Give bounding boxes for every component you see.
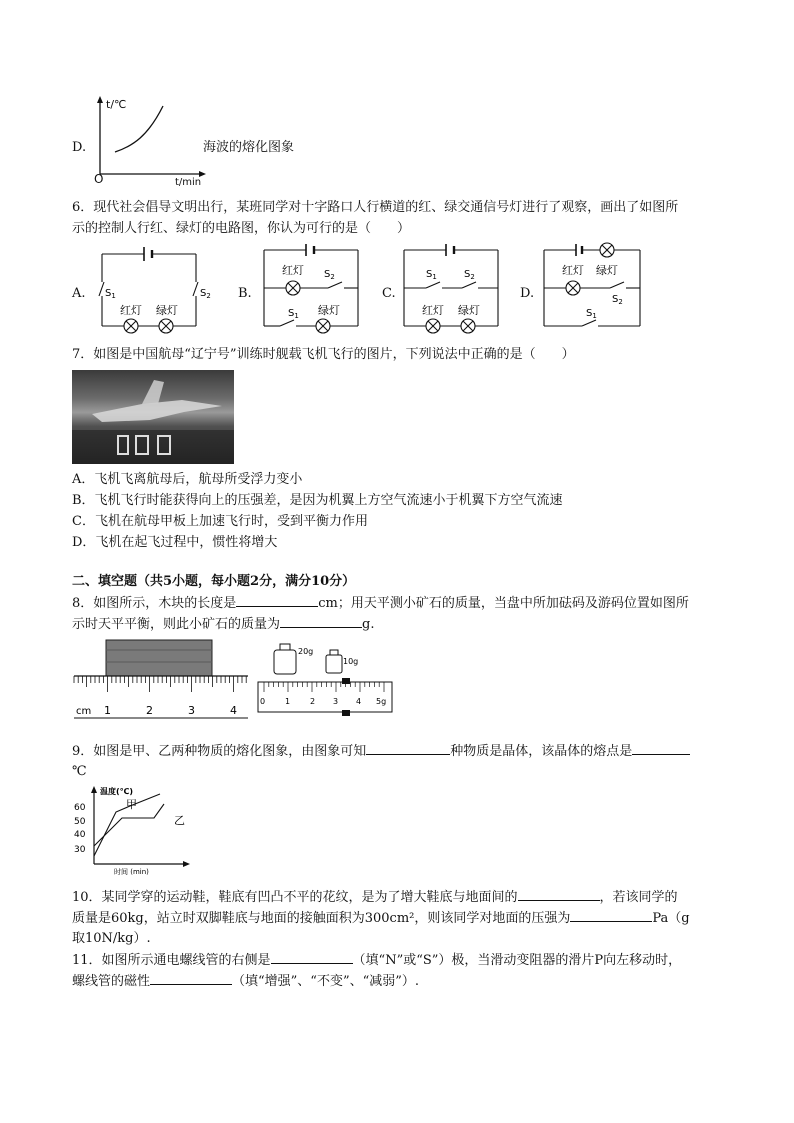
q8-weight2-label: 10g <box>343 657 359 666</box>
q9-line1 <box>72 741 690 762</box>
weight-10g-knob <box>330 650 338 655</box>
q11-line1-b: （填“N”或“S”）极，当滑动变阻器的滑片P向左移动时， <box>352 953 682 968</box>
q10-line2-a: 质量是60kg，站立时双脚鞋底与地面的接触面积为300cm²，则该同学对地面的压强为 <box>72 911 571 926</box>
q10-line1 <box>72 887 678 908</box>
q10-line1-a: 10．某同学穿的运动鞋，鞋底有凹凸不平的花纹，是为了增大鞋底与地面间的 <box>72 890 518 905</box>
q7-option-c: C．飞机在航母甲板上加速飞行时，受到平衡力作用 <box>72 514 368 529</box>
q6-circuit-d <box>538 236 648 334</box>
q8-line2-b: g. <box>362 617 375 632</box>
q8-blank-mass[interactable] <box>280 614 362 628</box>
q8-scale-tick-5: 5g <box>376 697 387 706</box>
weight-20g <box>274 650 296 674</box>
q9-ytick-30: 30 <box>74 845 86 855</box>
rider-marker-bottom <box>342 710 350 716</box>
q9-blank-melting-point[interactable] <box>632 741 690 755</box>
q5-graph-origin: O <box>94 172 104 186</box>
q6-stem-line2: 示的控制人行红、绿灯的电路图，你认为可行的是（ ） <box>72 221 411 236</box>
q6c-red-label: 红灯 <box>422 304 444 317</box>
q9-line2: ℃ <box>72 764 87 779</box>
q6c-s2: $S_2$ <box>464 269 475 281</box>
q8-scale-tick-1: 1 <box>285 697 291 706</box>
q6-stem-line1: 6．现代社会倡导文明出行，某班同学对十字路口人行横道的红、绿交通信号灯进行了观察，画出了如图所 <box>72 200 679 215</box>
q6d-s1: $S_1$ <box>586 308 597 320</box>
q11-blank-pole[interactable] <box>271 950 353 964</box>
q8-ruler-tick-1: 1 <box>104 704 111 717</box>
q10-blank-friction[interactable] <box>518 887 600 901</box>
q6d-red-label: 红灯 <box>562 264 584 277</box>
q9-ylabel: 温度(℃) <box>100 787 133 796</box>
q6-circuit-a <box>96 244 211 334</box>
q6a-green-label: 绿灯 <box>156 304 178 317</box>
q5-option-d-text: 海波的熔化图象 <box>203 140 295 155</box>
q8-weight1-label: 20g <box>298 647 314 656</box>
q11-line2-a: 螺线管的磁性 <box>72 974 151 989</box>
q8-scale-tick-0: 0 <box>260 697 266 706</box>
q8-line1-a: 8．如图所示，木块的长度是 <box>72 596 237 611</box>
q11-line2 <box>72 971 419 992</box>
q10-line2 <box>72 908 690 929</box>
q6-option-c-letter: C. <box>382 286 396 301</box>
q8-ruler-tick-4: 4 <box>230 704 237 717</box>
weight-20g-knob <box>280 644 290 650</box>
aircraft-carrier-photo <box>72 370 234 464</box>
q5-option-d-letter: D. <box>72 140 87 155</box>
q9-line1-b: 种物质是晶体，该晶体的熔点是 <box>450 744 633 759</box>
q8-scale-tick-2: 2 <box>310 697 316 706</box>
q8-line2 <box>72 614 374 635</box>
q11-blank-magnetism[interactable] <box>150 971 232 985</box>
section-heading: 二、填空题（共5小题，每小题2分，满分10分） <box>72 574 356 589</box>
q8-balance-figure <box>254 640 396 720</box>
q8-blank-length[interactable] <box>236 593 318 607</box>
q9-xlabel: 时间 (min) <box>114 868 149 876</box>
q6b-s1: $S_1$ <box>288 308 299 320</box>
q7-option-d: D．飞机在起飞过程中，惯性将增大 <box>72 535 278 550</box>
q6-circuit-c <box>398 244 506 334</box>
q10-line3: 取10N/kg）. <box>72 931 151 946</box>
q7-option-a: A．飞机飞离航母后，航母所受浮力变小 <box>72 472 303 487</box>
q9-melting-graph <box>72 784 192 874</box>
q8-ruler-unit: cm <box>76 706 92 717</box>
wooden-block <box>106 640 212 676</box>
q6c-s1: $S_1$ <box>426 269 437 281</box>
q6a-s2: $S_2$ <box>200 288 211 300</box>
q8-ruler-tick-2: 2 <box>146 704 153 717</box>
q5-graph-xlabel: t/min <box>175 177 202 188</box>
q7-stem: 7．如图是中国航母“辽宁号”训练时舰载飞机飞行的图片，下列说法中正确的是（ ） <box>72 347 575 362</box>
jet-silhouette-icon <box>72 370 234 464</box>
q6a-red-label: 红灯 <box>120 304 142 317</box>
q8-scale-tick-3: 3 <box>333 697 339 706</box>
q6c-green-label: 绿灯 <box>458 304 480 317</box>
q11-line1-a: 11．如图所示通电螺线管的右侧是 <box>72 953 271 968</box>
q8-scale-tick-4: 4 <box>356 697 362 706</box>
weight-10g <box>326 655 342 673</box>
q9-blank-substance[interactable] <box>366 741 450 755</box>
q11-line1 <box>72 950 681 971</box>
q8-ruler-tick-3: 3 <box>188 704 195 717</box>
q6d-s2: $S_2$ <box>612 294 623 306</box>
q8-line1 <box>72 593 689 614</box>
q9-curve-yi-label: 乙 <box>174 814 185 827</box>
q9-ytick-50: 50 <box>74 817 86 827</box>
q11-line2-b: （填“增强”、“不变”、“减弱”）. <box>232 974 420 989</box>
q9-line1-a: 9．如图是甲、乙两种物质的熔化图象，由图象可知 <box>72 744 367 759</box>
q8-line2-a: 示时天平平衡，则此小矿石的质量为 <box>72 617 281 632</box>
q6-option-a-letter: A. <box>72 286 86 301</box>
q6-option-b-letter: B. <box>238 286 252 301</box>
q7-option-b: B．飞机飞行时能获得向上的压强差，是因为机翼上方空气流速小于机翼下方空气流速 <box>72 493 563 508</box>
q6b-green-label: 绿灯 <box>318 304 340 317</box>
q5-graph-ylabel: t/℃ <box>106 98 127 111</box>
rider-marker <box>342 678 350 684</box>
q6b-s2: $S_2$ <box>324 269 335 281</box>
q10-line1-b: ，若该同学的 <box>599 890 678 905</box>
q6a-s1: $S_1$ <box>105 288 116 300</box>
q9-ytick-60: 60 <box>74 803 86 813</box>
q9-curve-jia-label: 甲 <box>126 798 137 811</box>
q8-ruler-figure <box>72 638 252 722</box>
q10-line2-b: Pa（g <box>652 911 690 926</box>
q9-ytick-40: 40 <box>74 830 86 840</box>
q6b-red-label: 红灯 <box>282 264 304 277</box>
q6-option-d-letter: D. <box>520 286 535 301</box>
q6d-green-label: 绿灯 <box>596 264 618 277</box>
q8-line1-b: cm；用天平测小矿石的质量，当盘中所加砝码及游码位置如图所 <box>318 596 689 611</box>
q10-blank-pressure[interactable] <box>570 908 652 922</box>
q6-circuit-b <box>258 244 366 334</box>
